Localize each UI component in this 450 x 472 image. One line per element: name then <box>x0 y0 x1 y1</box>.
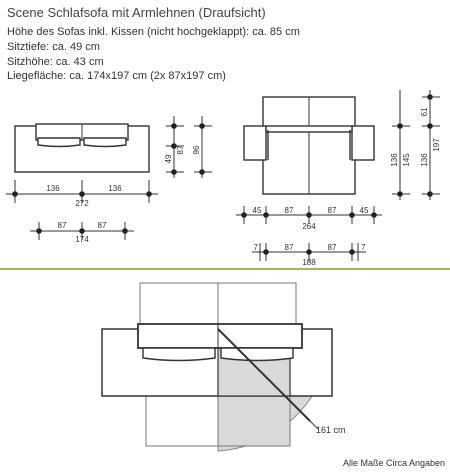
dim-dot <box>36 228 42 234</box>
dim-label-total: 174 <box>75 235 89 244</box>
dim-dot <box>306 249 312 255</box>
left-sofa-plan <box>15 124 149 172</box>
dim-dot <box>306 212 312 218</box>
dim-dot <box>146 191 152 197</box>
left-depth-dimensions <box>164 116 212 178</box>
dim-dot <box>199 169 205 175</box>
dim-label: 87 <box>327 243 337 252</box>
dim-label: 49 <box>164 154 173 164</box>
dim-dot <box>79 228 85 234</box>
dim-label: 136 <box>46 184 60 193</box>
dim-dot <box>199 123 205 129</box>
right-width-dimensions <box>236 206 382 231</box>
dim-label: 87 <box>176 145 185 155</box>
dim-label-total: 188 <box>302 258 316 267</box>
dim-dot <box>241 212 247 218</box>
dim-dot <box>371 212 377 218</box>
dim-label: 87 <box>97 221 107 230</box>
seat-cushion-right <box>221 348 293 361</box>
bed-extension-bottom-right <box>218 396 290 446</box>
dim-label: 136 <box>108 184 122 193</box>
dim-label-total: 272 <box>75 199 89 208</box>
dim-label: 7 <box>361 243 366 252</box>
dim-dot <box>12 191 18 197</box>
spec-height: Höhe des Sofas inkl. Kissen (nicht hochgeklappt): ca. 85 cm <box>7 26 300 38</box>
spec-lying-area: Liegefläche: ca. 174x197 cm (2x 87x197 cm) <box>7 70 226 83</box>
dim-label: 145 <box>402 153 411 167</box>
dim-dot <box>349 249 355 255</box>
diagonal-label: 161 cm <box>316 425 346 435</box>
armrest-left <box>244 126 266 160</box>
dim-dot <box>171 123 177 129</box>
dim-label: 45 <box>252 206 262 215</box>
dim-dot <box>79 191 85 197</box>
dim-label: 87 <box>284 206 294 215</box>
backrest-bar <box>266 126 352 132</box>
footnote: Alle Maße Circa Angaben <box>342 458 445 468</box>
seat-cushion-right <box>84 138 126 147</box>
dim-dot <box>263 212 269 218</box>
seat-cushion-left <box>38 138 80 147</box>
dim-label: 45 <box>359 206 369 215</box>
seat-cushion-left <box>143 348 215 361</box>
dim-label: 96 <box>192 145 201 155</box>
dim-dot <box>263 249 269 255</box>
armrest-right <box>352 126 374 160</box>
right-depth-dimensions <box>390 90 441 200</box>
spec-seat-height: Sitzhöhe: ca. 43 cm <box>7 55 104 68</box>
bottom-plan <box>102 283 346 451</box>
dim-dot <box>171 169 177 175</box>
dim-label: 61 <box>420 107 429 117</box>
dim-dot <box>349 212 355 218</box>
dim-label: 136 <box>390 153 399 167</box>
dim-label: 197 <box>432 138 441 152</box>
dim-dot <box>397 123 403 129</box>
dim-dot <box>122 228 128 234</box>
dim-label: 87 <box>284 243 294 252</box>
sofa-backrest <box>138 324 302 348</box>
left-seat-dimensions <box>30 221 134 244</box>
bed-extension-bottom-left <box>146 396 218 446</box>
dim-dot <box>427 123 433 129</box>
dim-label: 87 <box>57 221 67 230</box>
page-title: Scene Schlafsofa mit Armlehnen (Draufsicht) <box>7 5 266 20</box>
left-width-dimensions <box>6 180 158 208</box>
dim-label: 87 <box>327 206 337 215</box>
dim-dot <box>427 191 433 197</box>
spec-seat-depth: Sitztiefe: ca. 49 cm <box>7 40 100 53</box>
dim-label: 136 <box>420 153 429 167</box>
dim-label: 7 <box>253 243 258 252</box>
dim-label-total: 264 <box>302 222 316 231</box>
dim-dot <box>427 94 433 100</box>
dim-dot <box>397 191 403 197</box>
right-bed-dimensions <box>252 243 366 267</box>
right-bed-plan <box>244 97 374 194</box>
